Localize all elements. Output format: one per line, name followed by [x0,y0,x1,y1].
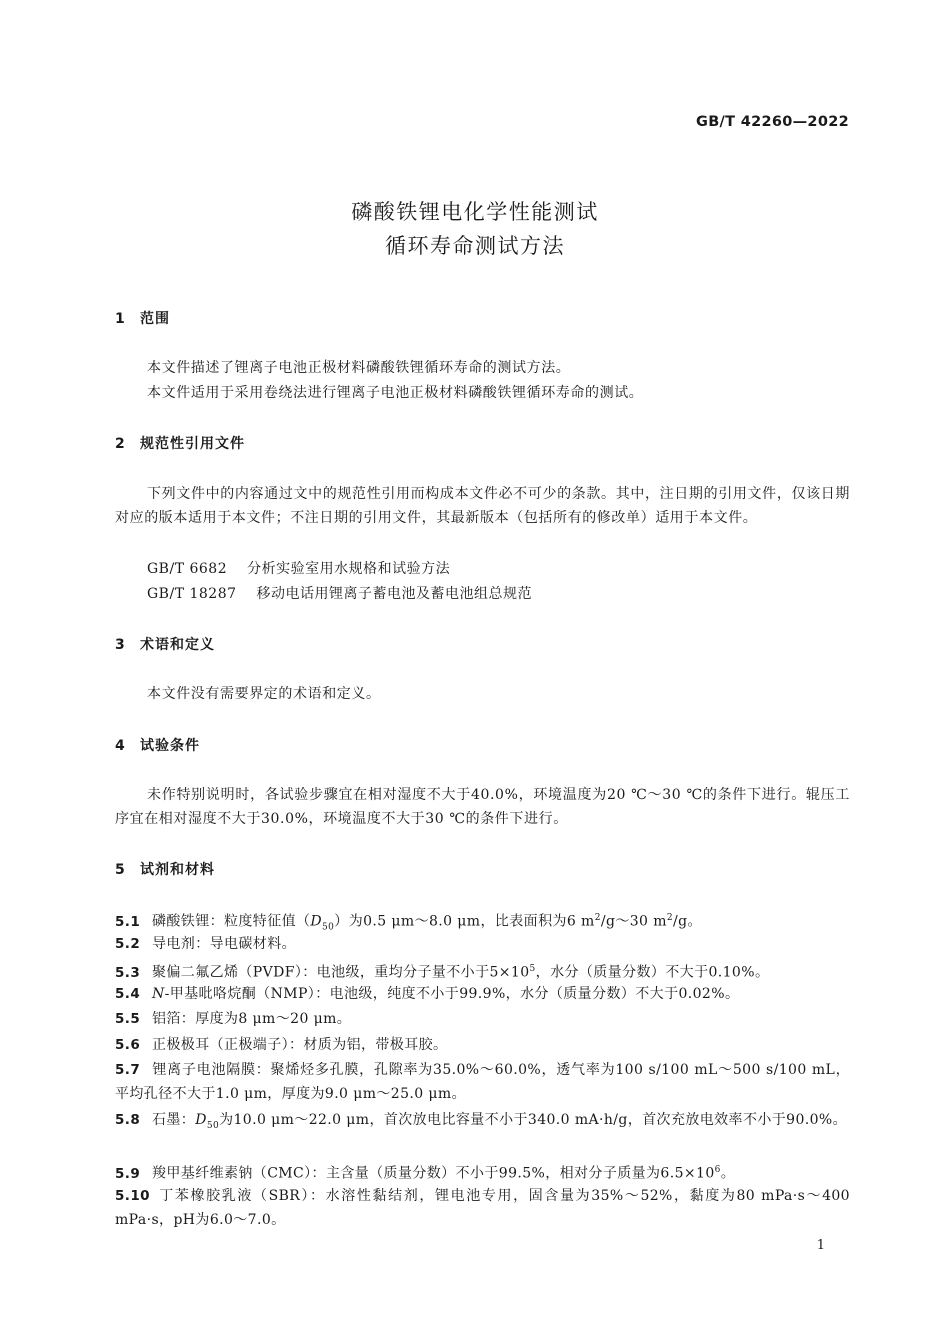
reference-title: 移动电话用锂离子蓄电池及蓄电池组总规范 [256,586,533,602]
item-text: 羧甲基纤维素钠（CMC）：主含量（质量分数）不小于99.5%，相对分子质量为6.5×10 [152,1165,715,1182]
item-text: 正极极耳（正极端子）：材质为铝，带极耳胶。 [152,1037,448,1053]
item-text: 铝箔：厚度为8 μm～20 μm。 [152,1011,352,1027]
item-number: 5.4 [115,986,141,1002]
item-text: -甲基吡咯烷酮（NMP）：电池级，纯度不小于99.9%，水分（质量分数）不大于0.02%。 [164,986,740,1002]
variable: D [195,1112,207,1128]
item-text: 丁苯橡胶乳液（SBR）：水溶性黏结剂，锂电池专用，固含量为35%～52%，黏度为80 mPa·s～400 mPa·s，pH为6.0～7.0。 [115,1188,850,1228]
item-number: 5.2 [115,936,141,952]
document-title-line2: 循环寿命测试方法 [385,234,565,258]
item-text: 锂离子电池隔膜：聚烯烃多孔膜，孔隙率为35.0%～60.0%，透气率为100 s/100 mL～500 s/100 mL，平均孔径不大于1.0 μm，厚度为9.0 μm～25.0 μm。 [115,1062,850,1102]
reference-title: 分析实验室用水规格和试验方法 [247,561,451,577]
section-1-heading [115,308,170,328]
section-title: 范围 [140,311,170,327]
superscript: 2 [666,913,674,923]
subscript: 50 [322,922,335,933]
item-text: 石墨： [152,1112,196,1128]
standard-code: GB/T 42260—2022 [696,114,849,130]
page-number: 1 [816,1238,825,1253]
item-text: 聚偏二氟乙烯（PVDF）：电池级，重均分子量不小于5×10 [152,964,530,981]
item-5-5 [115,1008,850,1032]
item-text: 为10.0 μm～22.0 μm，首次放电比容量不小于340.0 mA·h/g，首次充放电效率不小于90.0%。 [219,1112,848,1128]
item-number: 5.10 [115,1188,150,1204]
section-2-paragraph-1: 下列文件中的内容通过文中的规范性引用而构成本文件必不可少的条款。其中，注日期的引用文件，仅该日期对应的版本适用于本文件；不注日期的引用文件，其最新版本（包括所有的修改单）适用于本文件。 [115,486,850,526]
section-number: 5 [115,862,126,878]
section-4-heading [115,735,200,755]
item-5-4 [115,983,850,1007]
section-title: 试验条件 [140,738,200,754]
superscript: 6 [714,1165,721,1175]
item-5-7 [115,1059,850,1106]
section-3-heading [115,634,215,654]
item-text: ，水分（质量分数）不大于0.10%。 [535,964,770,981]
section-3-paragraph-1: 本文件没有需要界定的术语和定义。 [147,686,381,702]
reference-code: GB/T 18287 [147,586,237,602]
variable: D [310,913,323,930]
section-5-heading [115,859,215,879]
normative-reference-2 [147,583,532,603]
superscript: 2 [594,913,601,923]
subscript: 50 [206,1120,220,1131]
section-number: 1 [115,311,126,327]
item-text: 磷酸铁锂：粒度特征值（ [152,913,311,930]
item-5-10 [115,1185,850,1232]
item-5-6 [115,1034,850,1058]
item-5-2 [115,933,850,957]
normative-reference-1 [147,558,450,578]
item-number: 5.7 [115,1062,141,1078]
superscript: 5 [529,964,536,974]
item-number: 5.5 [115,1011,141,1027]
item-number: 5.6 [115,1037,141,1053]
item-text: /g。 [673,913,702,930]
section-2-heading [115,433,245,453]
section-number: 4 [115,738,126,754]
section-title: 术语和定义 [140,637,215,653]
section-1-paragraph-2: 本文件适用于采用卷绕法进行锂离子电池正极材料磷酸铁锂循环寿命的测试。 [147,385,644,401]
item-5-9 [115,1159,850,1186]
section-4-paragraph-1: 未作特别说明时，各试验步骤宜在相对湿度不大于40.0%，环境温度为20 ℃～30 ℃的条件下进行。辊压工序宜在相对湿度不大于30.0%，环境温度不大于30 ℃的条件下进行。 [115,787,850,827]
section-title: 试剂和材料 [140,862,215,878]
item-text: 。 [720,1165,736,1182]
document-title-line1: 磷酸铁锂电化学性能测试 [351,200,599,224]
item-5-3 [115,958,850,985]
section-number: 3 [115,637,126,653]
section-1-paragraph-1: 本文件描述了锂离子电池正极材料磷酸铁锂循环寿命的测试方法。 [147,360,571,376]
section-number: 2 [115,436,126,452]
item-text: ）为0.5 μm～8.0 μm，比表面积为6 m [334,913,595,930]
reference-code: GB/T 6682 [147,561,228,577]
section-title: 规范性引用文件 [140,436,245,452]
item-text: /g～30 m [600,913,667,930]
item-5-8 [115,1109,850,1138]
variable: N [152,986,165,1002]
item-text: 导电剂：导电碳材料。 [152,936,296,952]
item-number: 5.9 [115,1165,141,1182]
item-number: 5.3 [115,964,141,981]
item-number: 5.8 [115,1112,141,1128]
item-number: 5.1 [115,913,141,930]
